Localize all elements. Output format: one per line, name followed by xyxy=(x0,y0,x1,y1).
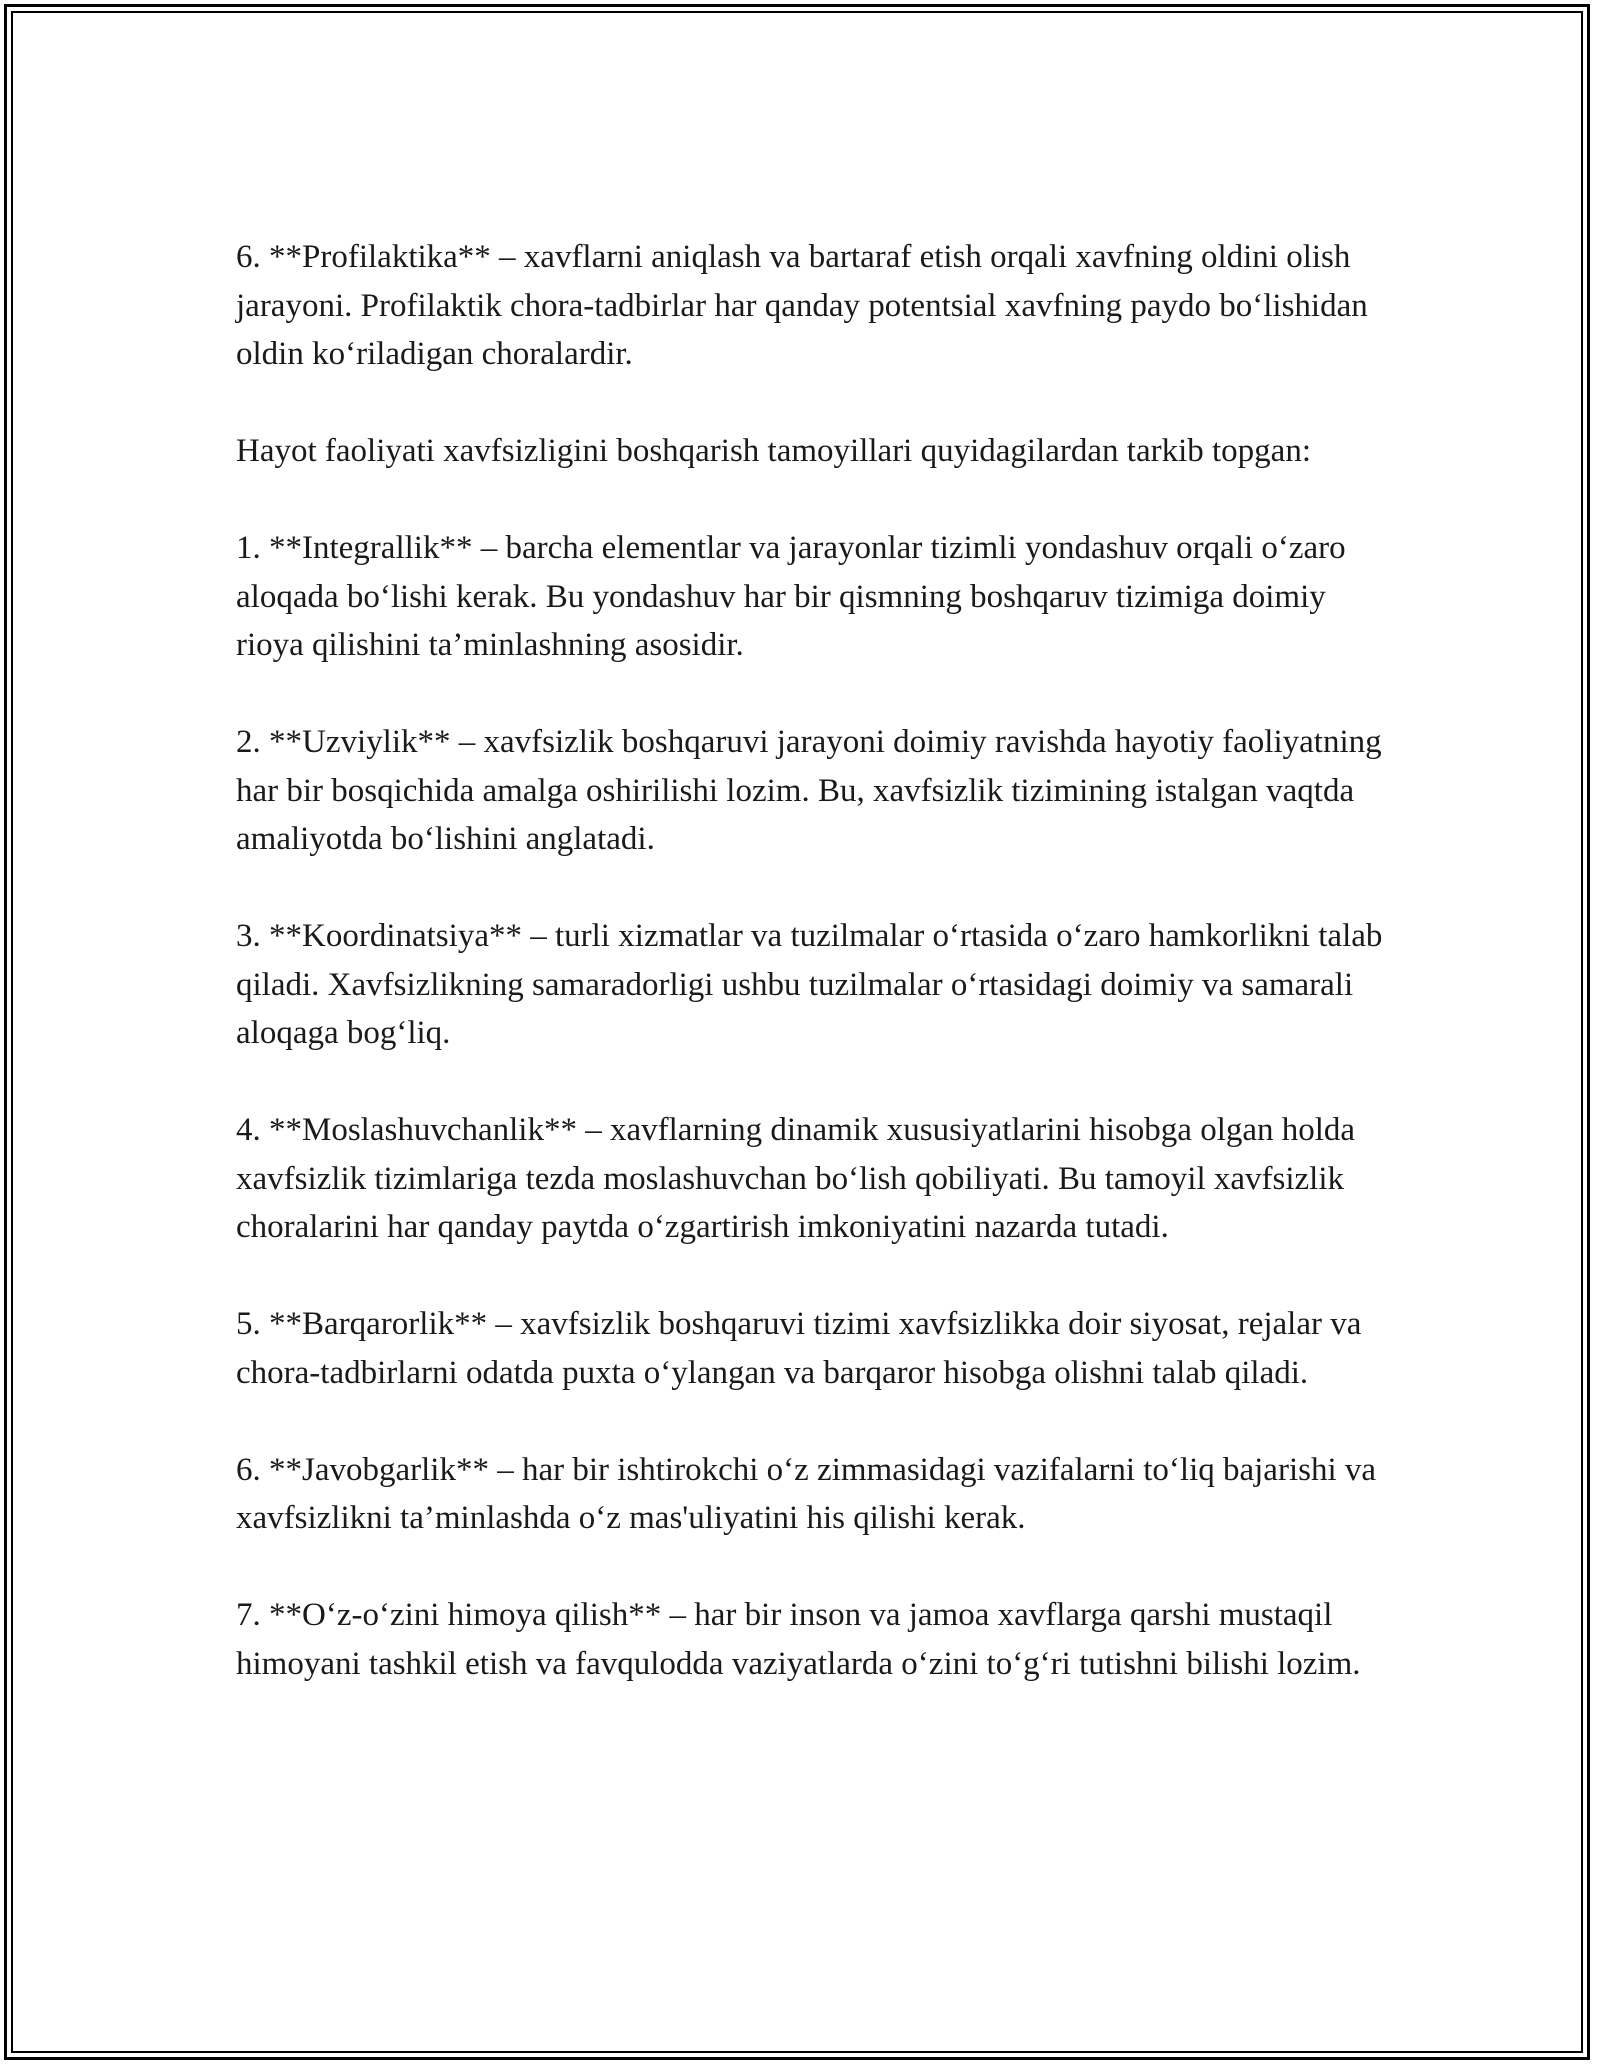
document-body xyxy=(236,233,1386,1737)
paragraph-moslashuvchanlik: 4. **Moslashuvchanlik** – xavflarning dinamik xususiyatlarini hisobga olgan holda xavfsizlik tizimlariga tezda moslashuvchan bo‘lish qobiliyati. Bu tamoyil xavfsizlik choralarini har qanday paytda o‘zgartirish imkoniyatini nazarda tutadi. xyxy=(236,1112,1356,1245)
paragraph-javobgarlik: 6. **Javobgarlik** – har bir ishtirokchi o‘z zimmasidagi vazifalarni to‘liq bajarishi va xavfsizlikni ta’minlashda o‘z mas'uliyatini his qilishi kerak. xyxy=(236,1451,1377,1536)
paragraph-barqarorlik: 5. **Barqarorlik** – xavfsizlik boshqaruvi tizimi xavfsizlikka doir siyosat, rejalar va chora-tadbirlarni odatda puxta o‘ylangan va barqaror hisobga olishni talab qiladi. xyxy=(236,1306,1362,1391)
paragraph-koordinatsiya: 3. **Koordinatsiya** – turli xizmatlar va tuzilmalar o‘rtasida o‘zaro hamkorlikni talab qiladi. Xavfsizlikning samaradorligi ushbu tuzilmalar o‘rtasidagi doimiy va samarali aloqaga bog‘liq. xyxy=(236,918,1383,1051)
paragraph-profilaktika: 6. **Profilaktika** – xavflarni aniqlash va bartaraf etish orqali xavfning oldini olish jarayoni. Profilaktik chora-tadbirlar har qanday potentsial xavfning paydo bo‘lishidan oldin ko‘riladigan choralardir. xyxy=(236,239,1368,372)
paragraph-intro-principles: Hayot faoliyati xavfsizligini boshqarish tamoyillari quyidagilardan tarkib topgan: xyxy=(236,433,1311,469)
paragraph-integrallik: 1. **Integrallik** – barcha elementlar va jarayonlar tizimli yondashuv orqali o‘zaro aloqada bo‘lishi kerak. Bu yondashuv har bir qismning boshqaruv tizimiga doimiy rioya qilishini ta’minlashning asosidir. xyxy=(236,530,1346,663)
paragraph-ozini-himoya: 7. **O‘z-o‘zini himoya qilish** – har bir inson va jamoa xavflarga qarshi mustaqil himoyani tashkil etish va favqulodda vaziyatlarda o‘zini to‘g‘ri tutishni bilishi lozim. xyxy=(236,1597,1361,1682)
paragraph-uzviylik: 2. **Uzviylik** – xavfsizlik boshqaruvi jarayoni doimiy ravishda hayotiy faoliyatning har bir bosqichida amalga oshirilishi lozim. Bu, xavfsizlik tizimining istalgan vaqtda amaliyotda bo‘lishini anglatadi. xyxy=(236,724,1382,857)
